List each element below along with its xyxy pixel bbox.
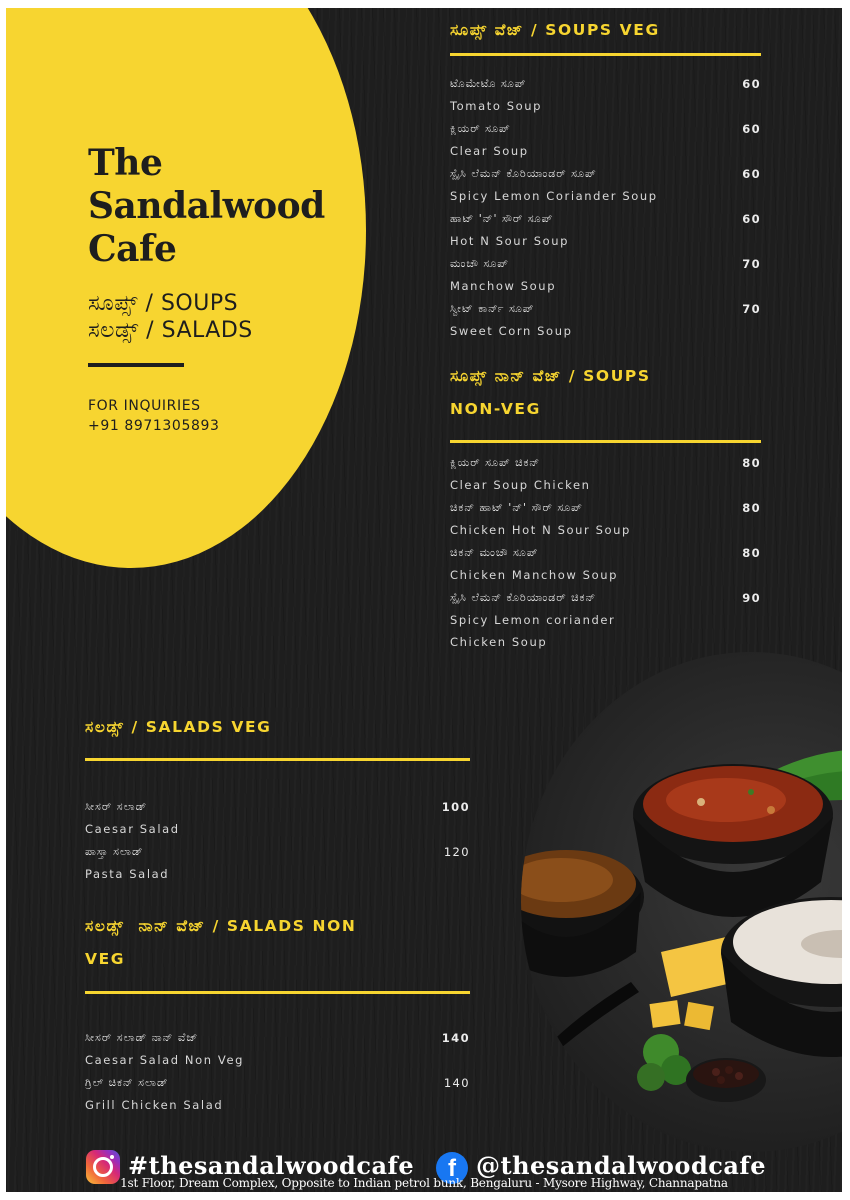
item-name-kannada: ಪಾಸ್ತಾ ಸಲಾಡ್ [85, 845, 144, 858]
item-name-kannada: ಹಾಟ್ 'ನ್' ಸೌರ್ ಸೂಪ್ [450, 212, 554, 225]
item-name-kannada: ಕ್ಲಿಯರ್ ಸೂಪ್ [450, 122, 511, 135]
item-name-kannada: ಕ್ಲಿಯರ್ ಸೂಪ್ ಚಿಕನ್ [450, 456, 541, 469]
item-price: 60 [742, 77, 761, 91]
item-price: 140 [443, 1076, 470, 1090]
item-name-kannada: ಸ್ವೀಟ್ ಕಾರ್ನ್ ಸೂಪ್ [450, 302, 535, 315]
item-name-english: Tomato Soup [450, 99, 543, 113]
item-name-english: Chicken Manchow Soup [450, 568, 618, 582]
subtitle-salads: ಸಲಡ್ಸ್ / SALADS [88, 318, 253, 343]
item-name-english: Chicken Hot N Sour Soup [450, 523, 631, 537]
item-price: 60 [742, 167, 761, 181]
item-price: 60 [742, 212, 761, 226]
facebook-handle[interactable]: @thesandalwoodcafe [476, 1151, 766, 1180]
list-item [85, 797, 470, 842]
yellow-circle-decoration [6, 8, 366, 568]
salads-nonveg-heading [85, 910, 485, 976]
cafe-name [88, 142, 368, 271]
item-name-kannada: ಸೀಸರ್ ಸಲಾಡ್ [85, 800, 148, 813]
pepper-shape [693, 1060, 759, 1088]
footer [6, 1146, 842, 1192]
cafe-name-line-1: The [88, 142, 163, 184]
list-item [450, 588, 761, 655]
soup-bowls-illustration [521, 652, 842, 1152]
cheese-shape [649, 1000, 680, 1028]
item-name-kannada: ಚಿಕನ್ ಹಾಟ್ 'ನ್' ಸೌರ್ ಸೂಪ್ [450, 501, 583, 514]
list-item [450, 164, 761, 209]
facebook-icon[interactable]: f [436, 1152, 468, 1184]
salads-nonveg-list [85, 1028, 470, 1118]
item-price: 70 [742, 302, 761, 316]
spoon-shape [541, 982, 639, 1058]
garnish-shape [767, 806, 775, 814]
item-name-kannada: ಮಂಚೌ ಸೂಪ್ [450, 257, 509, 270]
item-name-english: Spicy Lemon coriander [450, 613, 616, 627]
menu-subtitle [88, 290, 368, 344]
item-price: 120 [443, 845, 470, 859]
list-item [450, 254, 761, 299]
item-name-english: Caesar Salad [85, 822, 180, 836]
soups-veg-rule [450, 53, 761, 56]
item-name-kannada: ಸ್ಪೈಸಿ ಲೆಮನ್ ಕೊರಿಯಾಂಡರ್ ಸೂಪ್ [450, 167, 597, 180]
soup-shape [666, 778, 786, 822]
salads-nonveg-heading-line-1: ಸಲಡ್ಸ್ ನಾನ್ ವೆಜ್ / SALADS NON [85, 917, 357, 935]
item-price: 140 [441, 1031, 470, 1045]
item-name-english: Pasta Salad [85, 867, 170, 881]
garnish-shape [697, 798, 705, 806]
garnish-shape [748, 789, 754, 795]
item-name-kannada: ಸೀಸರ್ ಸಲಾಡ್ ನಾನ್ ವೆಜ್ [85, 1031, 199, 1044]
item-name-english: Sweet Corn Soup [450, 324, 573, 338]
list-item [450, 299, 761, 344]
salads-nonveg-heading-line-2: VEG [85, 950, 126, 968]
list-item [85, 842, 470, 887]
item-price: 70 [742, 257, 761, 271]
instagram-handle[interactable]: #thesandalwoodcafe [128, 1151, 415, 1180]
item-price: 80 [742, 501, 761, 515]
list-item [85, 1073, 470, 1118]
item-price: 60 [742, 122, 761, 136]
soups-nonveg-heading [450, 360, 770, 426]
subtitle-soups: ಸೂಪ್ಸ್ / SOUPS [88, 291, 239, 316]
soups-nonveg-heading-line-1: ಸೂಪ್ಸ್ ನಾನ್ ವೆಜ್ / SOUPS [450, 367, 651, 385]
inquiry-label: FOR INQUIRIES [88, 398, 201, 414]
salads-veg-rule [85, 758, 470, 761]
item-price: 80 [742, 546, 761, 560]
salads-veg-heading: ಸಲಡ್ಸ್ / SALADS VEG [85, 718, 272, 736]
item-name-kannada: ಗ್ರಿಲ್ ಚಿಕನ್ ಸಲಾಡ್ [85, 1076, 169, 1089]
list-item [450, 209, 761, 254]
item-name-kannada: ಟೊಮೇಟೊ ಸೂಪ್ [450, 77, 527, 90]
item-name-english: Manchow Soup [450, 279, 557, 293]
menu-page [6, 8, 842, 1192]
cafe-address: 1st Floor, Dream Complex, Opposite to Indian petrol bunk, Bengaluru - Mysore Highway, Channapatna [120, 1176, 728, 1190]
item-name-english-line-2: Chicken Soup [450, 635, 548, 649]
cafe-name-line-2: Sandalwood [88, 185, 325, 227]
salads-veg-list [85, 797, 470, 887]
item-name-english: Spicy Lemon Coriander Soup [450, 189, 658, 203]
salads-nonveg-rule [85, 991, 470, 994]
item-name-english: Caesar Salad Non Veg [85, 1053, 245, 1067]
list-item [450, 74, 761, 119]
soups-veg-heading: ಸೂಪ್ಸ್ ವೆಜ್ / SOUPS VEG [450, 21, 660, 39]
soups-nonveg-heading-line-2: NON-VEG [450, 400, 541, 418]
cheese-shape [684, 1002, 714, 1030]
item-name-english: Clear Soup [450, 144, 529, 158]
list-item [450, 543, 761, 588]
list-item [85, 1028, 470, 1073]
item-name-english: Hot N Sour Soup [450, 234, 570, 248]
item-name-english: Grill Chicken Salad [85, 1098, 224, 1112]
herb-shape [637, 1063, 665, 1091]
soups-veg-list [450, 74, 761, 344]
soup-bowls-photo [521, 652, 842, 1152]
brand-divider [88, 363, 184, 367]
list-item [450, 119, 761, 164]
list-item [450, 453, 761, 498]
inquiry-block [88, 396, 348, 436]
item-price: 90 [742, 591, 761, 605]
list-item [450, 498, 761, 543]
cafe-name-line-3: Cafe [88, 228, 177, 270]
item-name-kannada: ಚಿಕನ್ ಮಂಚೌ ಸೂಪ್ [450, 546, 539, 559]
phone-number: +91 8971305893 [88, 418, 220, 434]
item-price: 100 [441, 800, 470, 814]
item-price: 80 [742, 456, 761, 470]
item-name-kannada: ಸ್ಪೈಸಿ ಲೆಮನ್ ಕೊರಿಯಾಂಡರ್ ಚಿಕನ್ [450, 591, 597, 604]
soups-nonveg-list [450, 453, 761, 655]
soups-nonveg-rule [450, 440, 761, 443]
item-name-english: Clear Soup Chicken [450, 478, 591, 492]
